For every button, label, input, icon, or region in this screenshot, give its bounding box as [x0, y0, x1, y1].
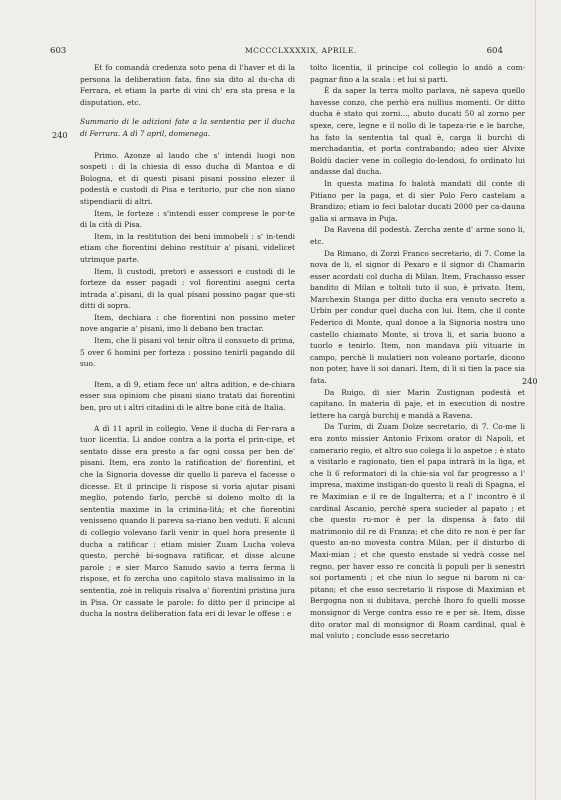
- running-header: [0, 46, 561, 60]
- paragraph: Da Ravena dil podestà. Zercha zente d' arme sono li, etc.: [310, 225, 525, 246]
- summary-heading: Summario di le adizioni fate a la sententia per il ducha di Ferrara. A dì 7 april, domenega.: [80, 117, 295, 138]
- paragraph: Primo. Azonze al laudo che s' intendi luogi non sospeti : di la chiesia di esso ducha di Mantoa e di Bologna, et di questi pisani pisani possino elezer il podestà e custodi di Pisa e teritorio, pur che non siano stipendiarii di altri.: [80, 150, 295, 206]
- paragraph: Da Turim, di Zuam Dolze secretario, di 7. Co-me li era zonto missier Antonio Frixom orator di Napoli, et camerario regio, et altro suo colega li lo aspetoe ; è stato a visitarlo e ragionato, tien el papa intrarà in la liga, et che li 6 reformatori di la chie-sia vol far progresso a l' impresa, maxime instigan-do questo li reali di Spagna, el re Maximian e il re de Ingalterra; et a l' incontro è il cardinal Ascanio, perchè spera sucieder al papato ; et che questo ru-mor è per la dispensa à fato dil matrimonio dil re di Franza; et che dito re non è per far questo an-no movesta contra Milan, per il disturbo di Maxi-mian ; et che questo enstade si vedrà cosse nel regno, per haver esso re concità li populi per li senestri soi portamenti ; et che niun lo segue ni barom ni ca-pitano; et che esso secretario li rispose di Maximian et Bergogna non si dubitava, perchè lhoro fo quelli mosse monsignor di Verge contra esso re e per sè. Item, disse dito orator mal di monsignor di Roam cardinal, qual è mal voluto ; conclude esso secretario: [310, 422, 525, 641]
- paragraph: Da Ruigo, di sier Marin Zustignan podestà et capitano. In materia di paje, et in execution di nostre lettere ha cargà burchij e mandà a Ravena.: [310, 387, 525, 420]
- paragraph: Item, le forteze : s'intendi esser comprese le por-te di la cità di Pisa.: [80, 208, 295, 230]
- paragraph: tolto licentia, il principe col collegio lo andò a com-pagnar fino a la scala : et lui si parti.: [310, 63, 525, 84]
- margin-number-left: 240: [52, 130, 68, 140]
- paragraph: È da saper la terra molto parlava, nè sapeva quello havesse conzo, che perhò era nullius momenti. Or ditto ducha è stato qui zorni..., abuto ducati 50 al zorno per spexe, cere, legne e il nollo di le tapeza-rie e le barche, ha fato la sententia tal qual è, carga li burchi di merchadantia, et porta contrabando; adeo sier Alvixe Boldù dacier vene in collegio do-lendosi, fo ordinato lui andasse dal ducha.: [310, 86, 525, 177]
- paragraph: Et fo comandà credenza soto pena di l'haver et di la persona la deliberation fata, fino sia dito al du-cha di Ferrara, et etiam la parte di vini ch' era sta presa e la disputation, etc.: [80, 63, 295, 107]
- page-number-left: 603: [50, 46, 67, 56]
- paragraph: Item, a dì 9, etiam fece un' altra adition, e de-chiara esser sua opiniom che pisani siano tratati dai fiorentini ben, pro ut i altri citadini di le altre bone cità de Italia.: [80, 379, 295, 413]
- paragraph: Item, dechiara : che fiorentini non possino meter nove angarie a' pisani, imo li debano ben tractar.: [80, 312, 295, 334]
- paragraph: Item, che li pisani vol tenir oltra il consueto di prima, 5 over 6 homini per forteza : possino tenirli pagando dil suo.: [80, 336, 295, 369]
- right-text-column: [310, 62, 525, 642]
- paragraph: Item, in la restitution dei beni immobeli : s' in-tendi etiam che fiorentini debino restituir a' pisani, videlicet utrimque parte.: [80, 231, 295, 264]
- paragraph: In questa matina fo balotà mandati dil conte di Pitiano per la paga, et di sier Polo Fero castelam a Brandizo; etiam io feci balotar ducati 2000 per ca-dauna galia si armava in Puja.: [310, 178, 525, 223]
- paragraph: Da Rimano, di Zorzi Franco secretario, di 7. Come la nova de li, el signor di Pexaro e il signor di Chamarin esser acordati col ducha di Milan. Item, Frachasso esser bandito di Milan e toltoli tuto il suo, è privato. Item, Marchexin Stanga per ditto ducha era venuto secreto a Urbin per condur quel ducha con lui. Item, che il conte Federico di Monte, qual donoe a la Signoria nostra uno castello chiamato Monte, si trova li, et saria buono a tuorlo e tenirlo. Item, non mandava più vituarie in campo, perchè li mulatieri non voleano portarle, dicono non poter, have li soi danari. Item, di li si tien la pace sia fata.: [310, 248, 525, 386]
- page-gutter: [535, 0, 536, 800]
- paragraph: Item, li custodi, pretori e assessori e custodi di le forteze da esser pagadi : vol fiorentini asegni certa intrada a'.pisani, di la qual pisani possino pagar que-sti ditti di sopra.: [80, 266, 295, 311]
- running-title: MCCCCLXXXXIX, APRILE.: [245, 46, 357, 55]
- page-number-right: 604: [486, 46, 503, 56]
- paragraph: A dì 11 april in collegio. Vene il ducha di Fer-rara a tuor licentia. Li andoe contra a la porta el prin-cipe, et sentato disse era presto a far ogni cossa per ben de' pisani. Item, era zonto la ratification de' fiorentini, et che la Signoria dovesse dir quello li pareva el facesse o dicesse. Et il principe li rispose si voria ajutar pisani meglio, potendo farlo, perchè si doleno molto di la sententia maxime in la crimina-lità; et che fiorentini venisseno quando li pareva sa-riano ben veduti. E alcuni di collegio volevano farli venir in quel hora presente il ducha a ratificar : etiam misier Zuam Lucha voleva questo, perchè bi-sognava ratificar, et disse alcune parole ; e sier Marco Sanudo savio a terra ferma li rispose, et fo zercha uno capitolo stava malissimo in la sententia, zoè in reliquis risalva a' fiorentini pristina jura in Pisa. Or cassate le parole: fo ditto per il principe al ducha la nostra deliberation fata eri di levar le offese : e: [80, 423, 295, 619]
- left-text-column: [80, 62, 295, 620]
- margin-number-right: 240: [522, 376, 538, 386]
